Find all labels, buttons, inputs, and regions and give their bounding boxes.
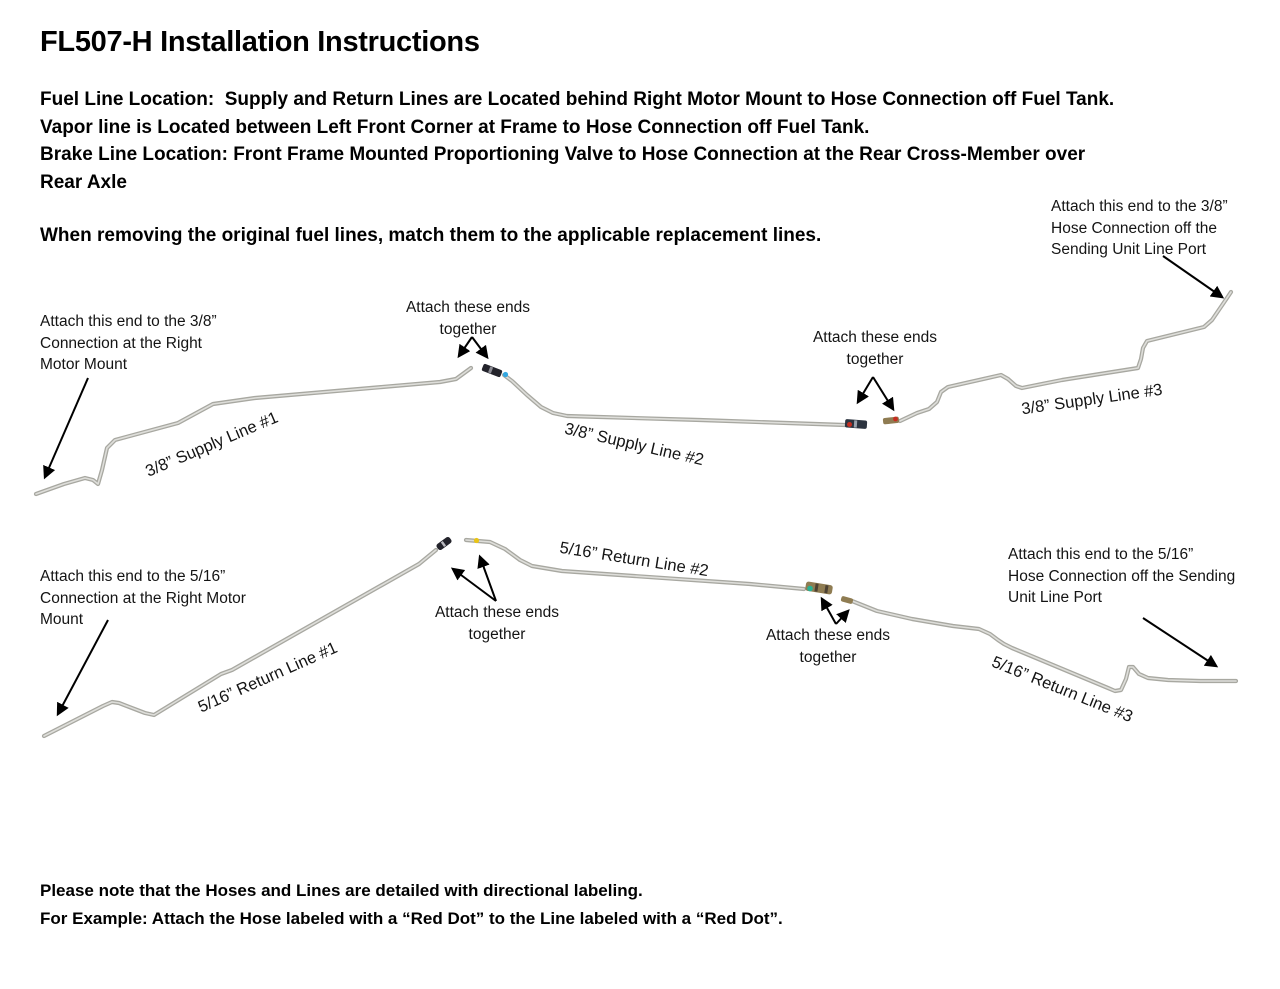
arrow-return-left — [58, 620, 108, 714]
return-line-3-label: 5/16” Return Line #3 — [989, 653, 1136, 727]
arrow-fork-supply-2 — [858, 377, 893, 409]
attach-note-return-2: Attach these ends together — [765, 627, 891, 666]
supply-line-2-tube — [504, 375, 845, 425]
supply-line-2-label: 3/8” Supply Line #2 — [562, 419, 706, 470]
return-line-1-label: 5/16” Return Line #1 — [195, 638, 341, 717]
return-line-3-left-fitting — [840, 596, 853, 605]
supply-line-3-label: 3/8” Supply Line #3 — [1020, 380, 1164, 419]
brake-line-location-text: Brake Line Location: Front Frame Mounted Proportioning Valve to Hose Connection at the Rear Cross-Member over — [40, 144, 1086, 165]
arrow-return-right — [1143, 618, 1216, 666]
arrow-fork-return-1 — [453, 557, 496, 601]
arrow-fork-supply-1 — [459, 337, 487, 357]
arrow-fork-return-2 — [822, 599, 848, 624]
arrow-supply-left — [45, 378, 88, 477]
footer-note-line-1: Please note that the Hoses and Lines are detailed with directional labeling. — [40, 881, 643, 900]
attach-note-supply-1: Attach these ends together — [405, 299, 531, 338]
arrow-supply-right — [1163, 256, 1222, 297]
attach-note-return-1: Attach these ends together — [434, 604, 560, 643]
teal-dot-return — [807, 586, 813, 592]
supply-line-1-label: 3/8” Supply Line #1 — [142, 408, 281, 481]
red-dot-supply-hose — [893, 417, 898, 422]
return-line-1-end-fitting — [435, 536, 452, 551]
footer-note-line-2: For Example: Attach the Hose labeled with a “Red Dot” to the Line labeled with a “Red Dot”. — [40, 909, 783, 928]
supply-right-annotation: Attach this end to the 3/8” Hose Connection off the Sending Unit Line Port — [1051, 198, 1228, 258]
footer-note — [40, 877, 783, 933]
page-title: FL507-H Installation Instructions — [40, 26, 480, 58]
return-line-2-label: 5/16” Return Line #2 — [558, 538, 710, 581]
vapor-line-location-text: Vapor line is Located between Left Front Corner at Frame to Hose Connection off Fuel Tank. — [40, 116, 870, 138]
yellow-dot-return — [474, 538, 479, 543]
return-left-annotation: Attach this end to the 5/16” Connection at the Right Motor Mount — [40, 568, 246, 628]
red-dot-supply-line — [847, 422, 852, 427]
fuel-line-location-text: Fuel Line Location: Supply and Return Lines are Located behind Right Motor Mount to Hose Connection off Fuel Tank. — [40, 89, 1115, 110]
supply-left-annotation: Attach this end to the 3/8” Connection at the Right Motor Mount — [40, 313, 217, 373]
instruction-note: When removing the original fuel lines, match them to the applicable replacement lines. — [40, 225, 822, 246]
attach-note-supply-2: Attach these ends together — [812, 329, 938, 368]
blue-dot-supply — [503, 372, 508, 377]
supply-line-2-left-fitting — [481, 363, 502, 377]
rear-axle-text: Rear Axle — [40, 171, 127, 193]
return-right-annotation: Attach this end to the 5/16” Hose Connection off the Sending Unit Line Port — [1008, 546, 1236, 606]
